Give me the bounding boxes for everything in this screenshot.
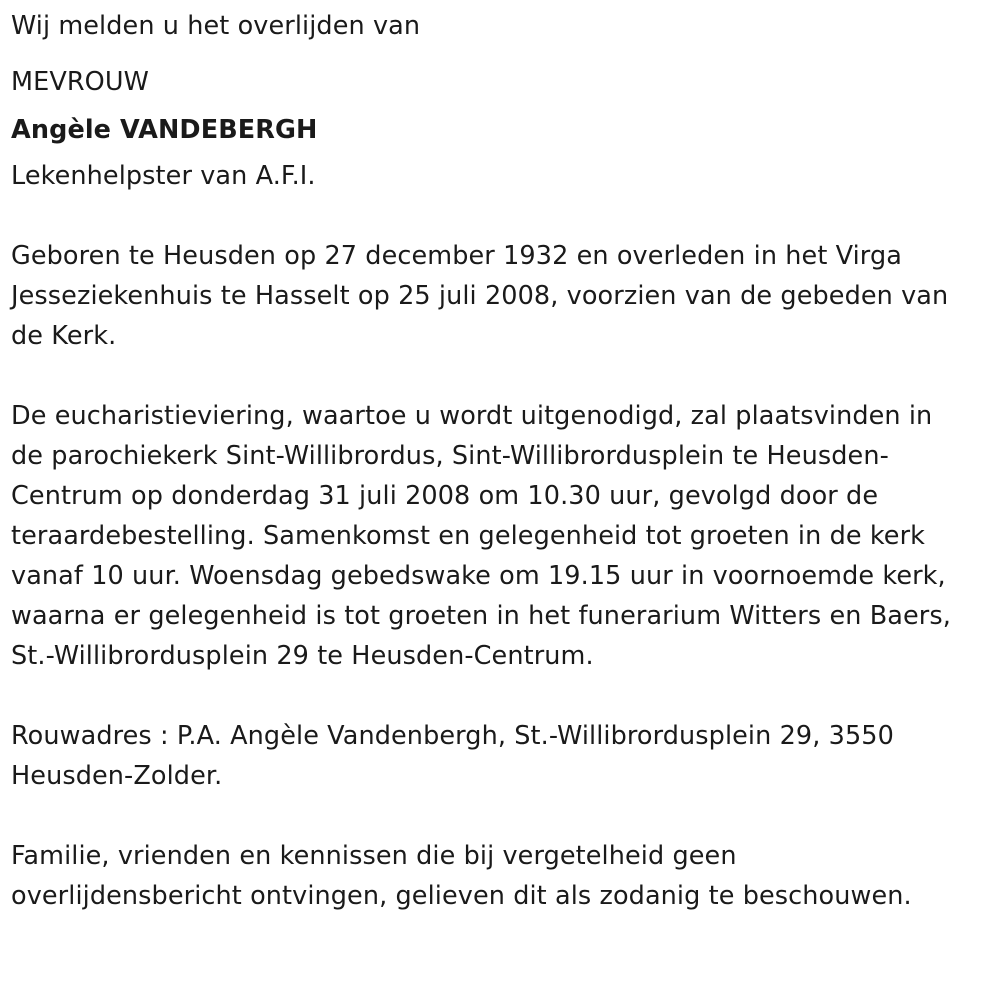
spacer xyxy=(11,46,970,60)
spacer xyxy=(11,796,970,836)
spacer xyxy=(11,196,970,236)
closing-paragraph: Familie, vrienden en kennissen die bij vergetelheid geen overlijdensbericht ontvingen, gelieven dit als zodanig te beschouwen. xyxy=(11,841,912,911)
spacer xyxy=(11,356,970,396)
deceased-name: Angèle VANDEBERGH xyxy=(11,115,318,145)
salutation: MEVROUW xyxy=(11,67,149,97)
address-paragraph: Rouwadres : P.A. Angèle Vandenbergh, St.-Willibrordusplein 29, 3550 Heusden-Zolder. xyxy=(11,721,894,791)
service-paragraph: De eucharistieviering, waartoe u wordt uitgenodigd, zal plaatsvinden in de parochiekerk Sint-Willibrordus, Sint-Willibrordusplein te Heusden-Centrum op donderdag 31 juli 2008 om 10.30 uur, gevolgd door de teraardebestelling. Samenkomst en gelegenheid tot groeten in de kerk vanaf 10 uur. Woensdag gebedswake om 19.15 uur in voornoemde kerk, waarna er gelegenheid is tot groeten in het funerarium Witters en Baers, St.-Willibrordusplein 29 te Heusden-Centrum. xyxy=(11,401,951,671)
spacer xyxy=(11,676,970,716)
role-text: Lekenhelpster van A.F.I. xyxy=(11,161,316,191)
birth-death-paragraph: Geboren te Heusden op 27 december 1932 en overleden in het Virga Jesseziekenhuis te Hasselt op 25 juli 2008, voorzien van de gebeden van de Kerk. xyxy=(11,241,949,351)
intro-text: Wij melden u het overlijden van xyxy=(11,11,421,41)
